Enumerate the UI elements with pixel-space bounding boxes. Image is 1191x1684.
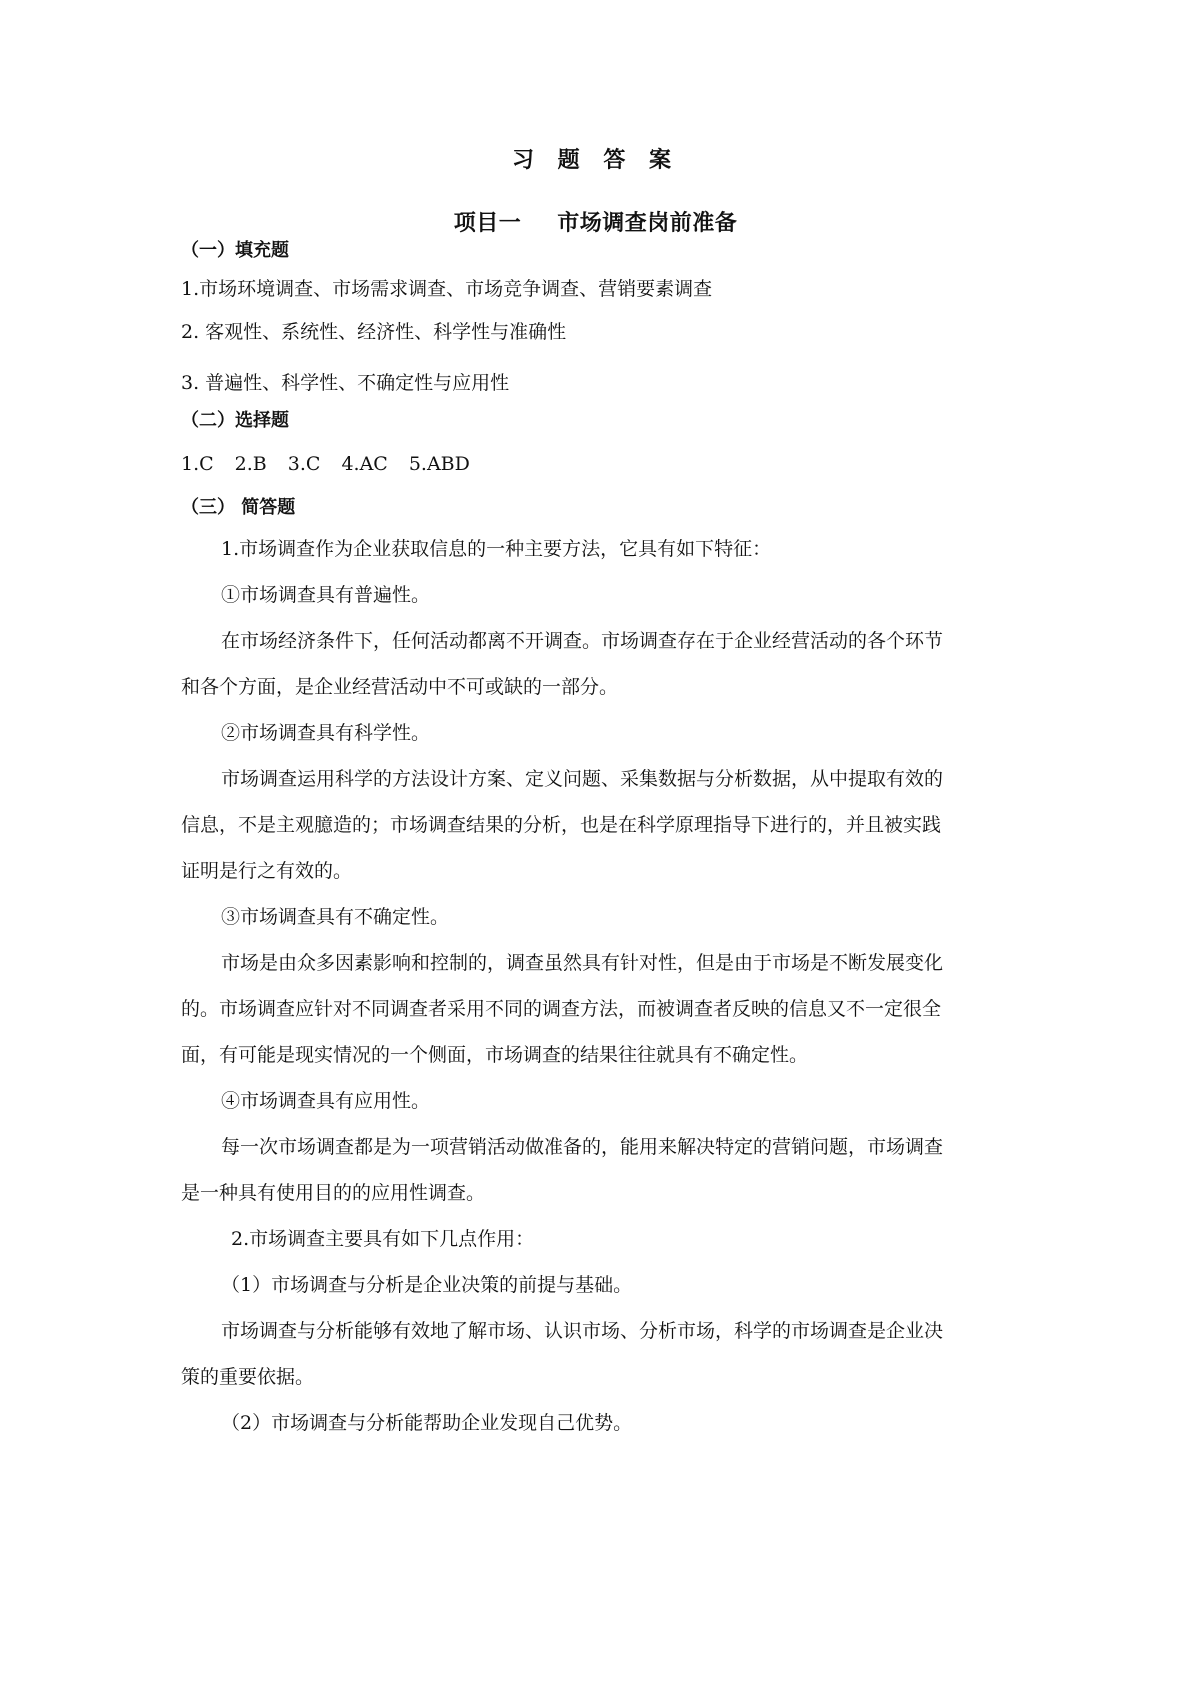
p2-line-1: 市场调查运用科学的方法设计方案、定义问题、采集数据与分析数据，从中提取有效的 (221, 768, 944, 790)
q2-intro: 2.市场调查主要具有如下几点作用： (231, 1228, 535, 1250)
p2-line-2: 信息，不是主观臆造的；市场调查结果的分析，也是在科学原理指导下进行的，并且被实践 (181, 814, 942, 836)
p1-heading: ①市场调查具有普遍性。 (221, 584, 431, 606)
project-name: 市场调查岗前准备 (557, 211, 738, 236)
r2-heading: （2）市场调查与分析能帮助企业发现自己优势。 (221, 1412, 633, 1434)
p4-line-1: 每一次市场调查都是为一项营销活动做准备的，能用来解决特定的营销问题，市场调查 (221, 1136, 944, 1158)
p3-line-2: 的。市场调查应针对不同调查者采用不同的调查方法，而被调查者反映的信息又不一定很全 (181, 998, 942, 1020)
p3-heading: ③市场调查具有不确定性。 (221, 906, 450, 928)
r1-line-2: 策的重要依据。 (181, 1366, 315, 1388)
section-fill-heading: （一）填充题 (181, 240, 289, 261)
p3-line-1: 市场是由众多因素影响和控制的，调查虽然具有针对性，但是由于市场是不断发展变化 (221, 952, 944, 974)
project-heading (0, 209, 1191, 239)
p4-heading: ④市场调查具有应用性。 (221, 1090, 431, 1112)
document-title: 习 题 答 案 (512, 148, 679, 173)
fill-answer-3: 3. 普遍性、科学性、不确定性与应用性 (181, 372, 510, 394)
q1-intro: 1.市场调查作为企业获取信息的一种主要方法，它具有如下特征： (221, 538, 772, 560)
p2-heading: ②市场调查具有科学性。 (221, 722, 431, 744)
p4-line-2: 是一种具有使用目的的应用性调查。 (181, 1182, 486, 1204)
project-number: 项目一 (453, 211, 522, 236)
choice-answer-4: 4.AC (341, 453, 388, 475)
choice-answers (181, 450, 491, 478)
choice-answer-5: 5.ABD (408, 453, 470, 475)
p3-line-3: 面，有可能是现实情况的一个侧面，市场调查的结果往往就具有不确定性。 (181, 1044, 809, 1066)
r1-line-1: 市场调查与分析能够有效地了解市场、认识市场、分析市场，科学的市场调查是企业决 (221, 1320, 944, 1342)
fill-answer-1: 1.市场环境调查、市场需求调查、市场竞争调查、营销要素调查 (181, 278, 713, 300)
choice-answer-1: 1.C (181, 453, 214, 475)
choice-answer-3: 3.C (287, 453, 321, 475)
r1-heading: （1）市场调查与分析是企业决策的前提与基础。 (221, 1274, 633, 1296)
section-short-heading: （三） 简答题 (181, 497, 296, 518)
section-choice-heading: （二）选择题 (181, 410, 289, 431)
p2-line-3: 证明是行之有效的。 (181, 860, 353, 882)
fill-answer-2: 2. 客观性、系统性、经济性、科学性与准确性 (181, 321, 567, 343)
p1-line-2: 和各个方面，是企业经营活动中不可或缺的一部分。 (181, 676, 619, 698)
choice-answer-2: 2.B (234, 453, 267, 475)
p1-line-1: 在市场经济条件下，任何活动都离不开调查。市场调查存在于企业经营活动的各个环节 (221, 630, 944, 652)
